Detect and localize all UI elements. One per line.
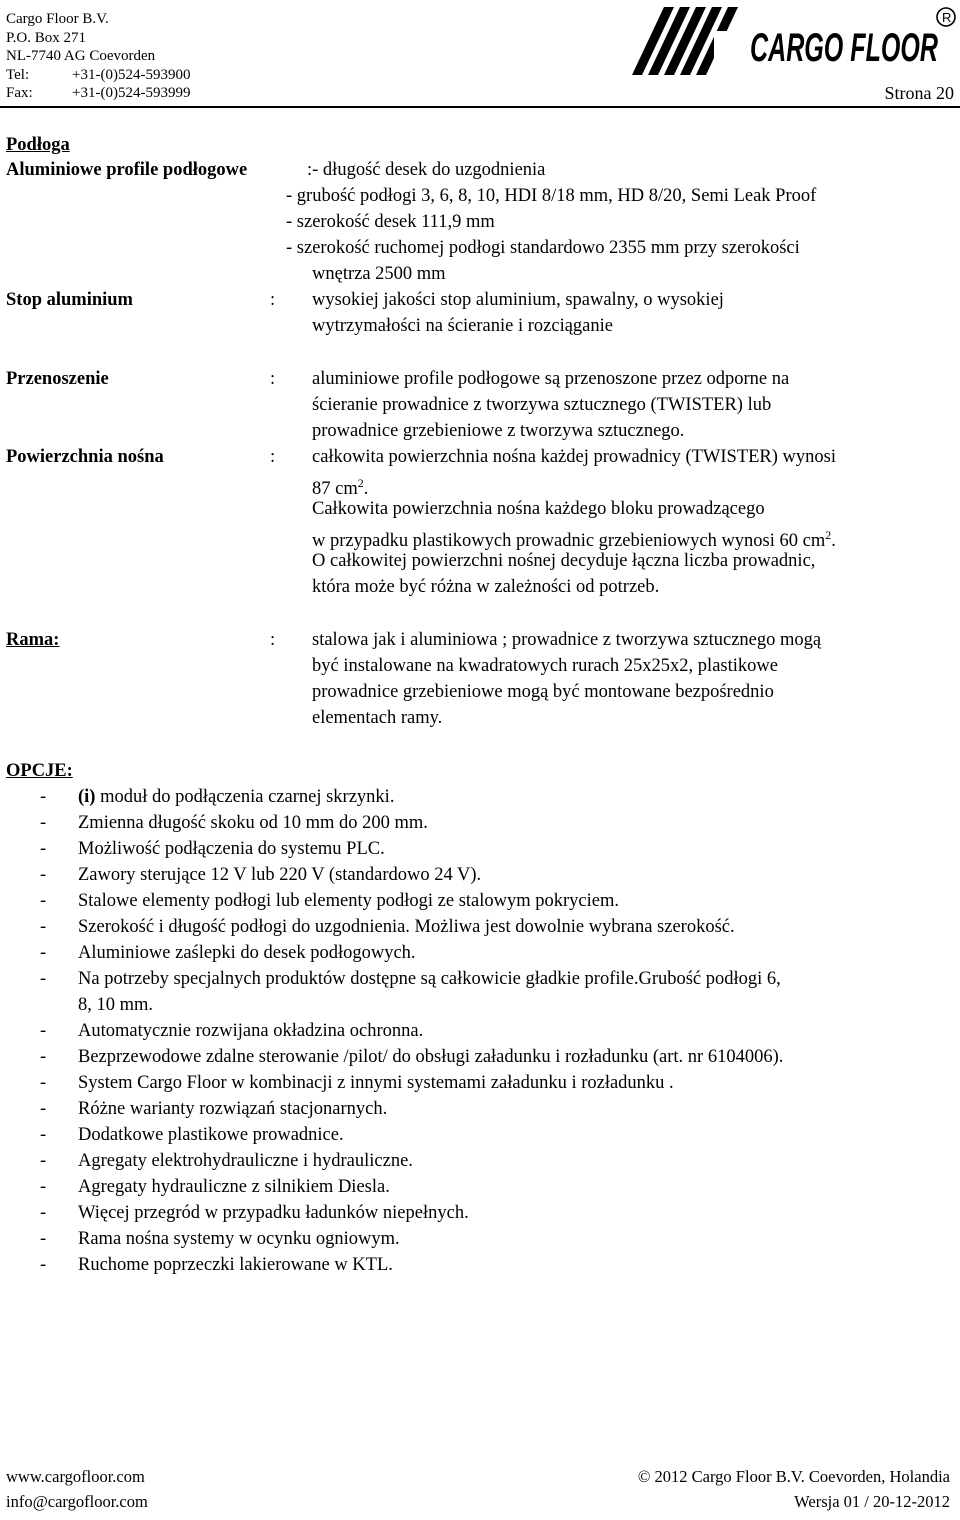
- cargo-floor-logo: [618, 3, 960, 77]
- list-item: [6, 1070, 783, 1096]
- option-text: Ruchome poprzeczki lakierowane w KTL.: [78, 1255, 393, 1275]
- list-dash: -: [40, 787, 47, 807]
- surface-line-2-text: 87 cm: [312, 479, 358, 500]
- list-dash: -: [40, 1229, 47, 1249]
- logo-wordmark: CARGO FLOOR: [750, 26, 939, 70]
- list-item: [6, 966, 783, 1018]
- list-item: [6, 1122, 783, 1148]
- surface-line-5: O całkowitej powierzchni nośnej decyduje łączna liczba prowadnic,: [312, 551, 816, 571]
- list-dash: -: [40, 943, 47, 963]
- option-text: Zawory sterujące 12 V lub 220 V (standardowo 24 V).: [78, 865, 482, 885]
- list-item: [6, 940, 783, 966]
- list-dash: -: [40, 839, 47, 859]
- list-item: [6, 1148, 783, 1174]
- surface-line-4-end: .: [831, 531, 836, 552]
- surface-line-4-sup: 2: [825, 528, 832, 542]
- surface-line-3: Całkowita powierzchnia nośna każdego bloku prowadzącego: [312, 499, 765, 519]
- surface-line-4-text: w przypadku plastikowych prowadnic grzebieniowych wynosi 60 cm: [312, 531, 826, 552]
- list-dash: -: [40, 1255, 47, 1275]
- list-item: [6, 862, 783, 888]
- phone: [6, 66, 190, 85]
- list-dash: -: [40, 865, 47, 885]
- transfer-colon: :: [270, 369, 276, 389]
- alloy-line-1: wysokiej jakości stop aluminium, spawalny, o wysokiej: [312, 290, 724, 310]
- frame-line-4: elementach ramy.: [312, 708, 443, 728]
- header-divider: [0, 106, 960, 108]
- option-bold-prefix: (i): [78, 787, 96, 807]
- alloy-label: Stop aluminium: [6, 290, 133, 310]
- profiles-line-1: :- długość desek do uzgodnienia: [307, 160, 546, 180]
- surface-line-2-sup: 2: [357, 476, 364, 490]
- surface-line-6: która może być różna w zależności od potrzeb.: [312, 577, 660, 597]
- postcode-city: NL-7740 AG Coevorden: [6, 48, 156, 64]
- footer-email[interactable]: info@cargofloor.com: [6, 1492, 148, 1511]
- list-dash: -: [40, 1125, 47, 1145]
- company-name: Cargo Floor B.V.: [6, 11, 109, 27]
- option-text: Możliwość podłączenia do systemu PLC.: [78, 839, 385, 859]
- option-text: Aluminiowe zaślepki do desek podłogowych.: [78, 943, 416, 963]
- alloy-line-2: wytrzymałości na ścieranie i rozciąganie: [312, 316, 613, 336]
- option-text: Na potrzeby specjalnych produktów dostępne są całkowicie gładkie profile.Grubość podłogi 6,: [78, 969, 781, 989]
- option-text: Agregaty elektrohydrauliczne i hydrauliczne.: [78, 1151, 413, 1171]
- fax: [6, 84, 190, 103]
- footer-version: Wersja 01 / 20-12-2012: [794, 1492, 950, 1511]
- transfer-label: Przenoszenie: [6, 369, 109, 389]
- list-dash: -: [40, 1073, 47, 1093]
- footer-website[interactable]: www.cargofloor.com: [6, 1467, 145, 1486]
- footer-copyright: © 2012 Cargo Floor B.V. Coevorden, Holandia: [637, 1467, 950, 1486]
- po-box: P.O. Box 271: [6, 29, 87, 46]
- option-text: Szerokość i długość podłogi do uzgodnienia. Możliwa jest dowolnie wybrana szerokość.: [78, 917, 735, 937]
- profiles-line-4: - szerokość ruchomej podłogi standardowo 2355 mm przy szerokości: [286, 238, 800, 258]
- list-dash: -: [40, 1177, 47, 1197]
- surface-label: Powierzchnia nośna: [6, 447, 164, 467]
- list-item: [6, 1200, 783, 1226]
- list-item: [6, 1096, 783, 1122]
- transfer-line-2: ścieranie prowadnice z tworzywa sztucznego (TWISTER) lub: [312, 395, 772, 415]
- options-title: OPCJE:: [6, 761, 73, 781]
- list-dash: -: [40, 1151, 47, 1171]
- surface-colon: :: [270, 447, 276, 467]
- list-item: [6, 1226, 783, 1252]
- option-text: Dodatkowe plastikowe prowadnice.: [78, 1125, 344, 1145]
- option-text: Bezprzewodowe zdalne sterowanie /pilot/ do obsługi załadunku i rozładunku (art. nr 6104006).: [78, 1047, 784, 1067]
- list-dash: -: [40, 1021, 47, 1041]
- frame-line-2: być instalowane na kwadratowych rurach 25x25x2, plastikowe: [312, 656, 778, 676]
- fax-label: Fax:: [6, 85, 33, 101]
- list-dash: -: [40, 1047, 47, 1067]
- list-item: [6, 914, 783, 940]
- section-title: Podłoga: [6, 135, 70, 155]
- list-item: [6, 1252, 783, 1278]
- list-item: [6, 1018, 783, 1044]
- alloy-colon: :: [270, 290, 276, 310]
- option-text: System Cargo Floor w kombinacji z innymi systemami załadunku i rozładunku .: [78, 1073, 674, 1093]
- list-dash: -: [40, 1203, 47, 1223]
- option-text: Automatycznie rozwijana okładzina ochronna.: [78, 1021, 424, 1041]
- list-dash: -: [40, 813, 47, 833]
- list-dash: -: [40, 891, 47, 911]
- option-text: moduł do podłączenia czarnej skrzynki.: [95, 787, 395, 807]
- profiles-line-5: wnętrza 2500 mm: [312, 264, 446, 284]
- option-text: Stalowe elementy podłogi lub elementy podłogi ze stalowym pokryciem.: [78, 891, 620, 911]
- surface-line-1: całkowita powierzchnia nośna każdej prowadnicy (TWISTER) wynosi: [312, 447, 836, 467]
- profiles-label: Aluminiowe profile podłogowe: [6, 160, 248, 180]
- list-dash: -: [40, 917, 47, 937]
- frame-colon: :: [270, 630, 276, 650]
- option-text: Zmienna długość skoku od 10 mm do 200 mm.: [78, 813, 428, 833]
- list-item: [6, 784, 783, 810]
- profiles-line-3: - szerokość desek 111,9 mm: [286, 212, 495, 232]
- list-item: [6, 1174, 783, 1200]
- company-address: [6, 10, 190, 103]
- option-text-continued: 8, 10 mm.: [78, 995, 154, 1015]
- list-item: [6, 1044, 783, 1070]
- registered-mark: R: [942, 10, 952, 25]
- option-text: Różne warianty rozwiązań stacjonarnych.: [78, 1099, 388, 1119]
- option-text: Rama nośna systemy w ocynku ogniowym.: [78, 1229, 400, 1249]
- list-item: [6, 888, 783, 914]
- page-number: Strona 20: [884, 83, 954, 103]
- profiles-line-2: - grubość podłogi 3, 6, 8, 10, HDI 8/18 mm, HD 8/20, Semi Leak Proof: [286, 186, 817, 206]
- transfer-line-3: prowadnice grzebieniowe z tworzywa sztucznego.: [312, 421, 685, 441]
- frame-label: Rama:: [6, 630, 60, 650]
- fax-number: +31-(0)524-593999: [72, 85, 191, 101]
- list-dash: -: [40, 969, 47, 989]
- phone-label: Tel:: [6, 66, 30, 83]
- option-text: Agregaty hydrauliczne z silnikiem Diesla.: [78, 1177, 390, 1197]
- phone-number: +31-(0)524-593900: [72, 66, 191, 83]
- options-list: [6, 784, 783, 1278]
- list-item: [6, 836, 783, 862]
- surface-line-2-end: .: [363, 479, 369, 500]
- transfer-line-1: aluminiowe profile podłogowe są przenoszone przez odporne na: [312, 369, 790, 389]
- list-item: [6, 810, 783, 836]
- frame-line-1: stalowa jak i aluminiowa ; prowadnice z tworzywa sztucznego mogą: [312, 630, 822, 650]
- option-text: Więcej przegród w przypadku ładunków niepełnych.: [78, 1203, 469, 1223]
- frame-line-3: prowadnice grzebieniowe mogą być montowane bezpośrednio: [312, 682, 774, 702]
- list-dash: -: [40, 1099, 47, 1119]
